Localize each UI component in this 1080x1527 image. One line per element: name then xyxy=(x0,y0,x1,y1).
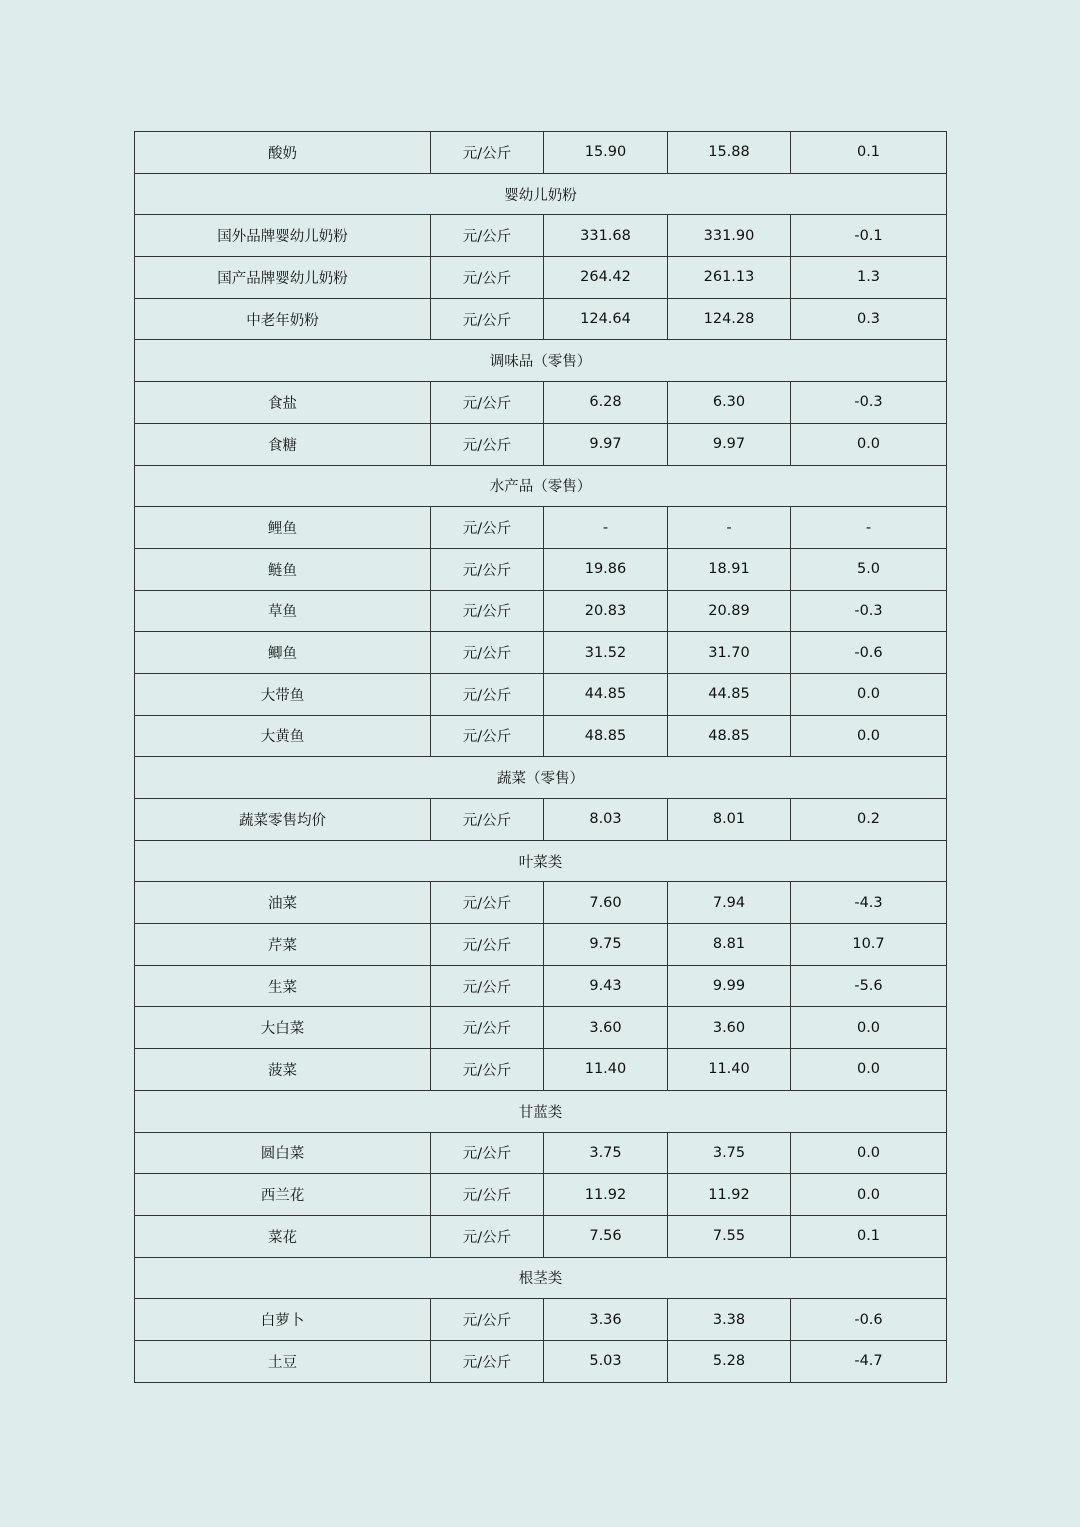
current-price-cell: 124.64 xyxy=(544,298,668,340)
table-row xyxy=(135,965,947,1007)
previous-price-cell: 44.85 xyxy=(668,673,791,715)
previous-price-cell: 8.01 xyxy=(668,799,791,841)
table-row xyxy=(135,1132,947,1174)
previous-price-cell: 124.28 xyxy=(668,298,791,340)
table-row xyxy=(135,298,947,340)
item-name-cell: 大带鱼 xyxy=(135,673,431,715)
unit-cell: 元/公斤 xyxy=(431,1174,544,1216)
change-percent-cell: -0.6 xyxy=(791,632,947,674)
change-percent-cell: -5.6 xyxy=(791,965,947,1007)
previous-price-cell: 20.89 xyxy=(668,590,791,632)
unit-cell: 元/公斤 xyxy=(431,882,544,924)
change-percent-cell: 1.3 xyxy=(791,257,947,299)
unit-cell: 元/公斤 xyxy=(431,1299,544,1341)
change-percent-cell: 0.0 xyxy=(791,423,947,465)
previous-price-cell: 48.85 xyxy=(668,715,791,757)
section-header-row xyxy=(135,173,947,215)
unit-cell: 元/公斤 xyxy=(431,1215,544,1257)
change-percent-cell: -0.3 xyxy=(791,590,947,632)
table-row xyxy=(135,1174,947,1216)
previous-price-cell: 5.28 xyxy=(668,1340,791,1382)
current-price-cell: 9.97 xyxy=(544,423,668,465)
section-title: 叶菜类 xyxy=(135,840,947,882)
unit-cell: 元/公斤 xyxy=(431,1007,544,1049)
previous-price-cell: - xyxy=(668,507,791,549)
current-price-cell: 20.83 xyxy=(544,590,668,632)
table-row xyxy=(135,673,947,715)
unit-cell: 元/公斤 xyxy=(431,673,544,715)
item-name-cell: 酸奶 xyxy=(135,132,431,174)
current-price-cell: 9.43 xyxy=(544,965,668,1007)
section-header-row xyxy=(135,757,947,799)
change-percent-cell: 0.0 xyxy=(791,1132,947,1174)
previous-price-cell: 11.40 xyxy=(668,1049,791,1091)
item-name-cell: 西兰花 xyxy=(135,1174,431,1216)
unit-cell: 元/公斤 xyxy=(431,1049,544,1091)
change-percent-cell: -0.1 xyxy=(791,215,947,257)
item-name-cell: 食盐 xyxy=(135,382,431,424)
current-price-cell: 48.85 xyxy=(544,715,668,757)
table-row xyxy=(135,590,947,632)
change-percent-cell: 10.7 xyxy=(791,924,947,966)
current-price-cell: 7.60 xyxy=(544,882,668,924)
current-price-cell: 11.92 xyxy=(544,1174,668,1216)
change-percent-cell: - xyxy=(791,507,947,549)
table-row xyxy=(135,882,947,924)
item-name-cell: 食糖 xyxy=(135,423,431,465)
item-name-cell: 鲤鱼 xyxy=(135,507,431,549)
current-price-cell: 5.03 xyxy=(544,1340,668,1382)
previous-price-cell: 6.30 xyxy=(668,382,791,424)
previous-price-cell: 18.91 xyxy=(668,548,791,590)
previous-price-cell: 31.70 xyxy=(668,632,791,674)
table-row xyxy=(135,215,947,257)
previous-price-cell: 9.99 xyxy=(668,965,791,1007)
unit-cell: 元/公斤 xyxy=(431,257,544,299)
item-name-cell: 生菜 xyxy=(135,965,431,1007)
change-percent-cell: 0.1 xyxy=(791,1215,947,1257)
unit-cell: 元/公斤 xyxy=(431,799,544,841)
item-name-cell: 土豆 xyxy=(135,1340,431,1382)
item-name-cell: 蔬菜零售均价 xyxy=(135,799,431,841)
current-price-cell: 331.68 xyxy=(544,215,668,257)
change-percent-cell: 0.2 xyxy=(791,799,947,841)
current-price-cell: 11.40 xyxy=(544,1049,668,1091)
section-title: 婴幼儿奶粉 xyxy=(135,173,947,215)
current-price-cell: 3.75 xyxy=(544,1132,668,1174)
current-price-cell: 264.42 xyxy=(544,257,668,299)
change-percent-cell: 0.0 xyxy=(791,1049,947,1091)
table-row xyxy=(135,715,947,757)
table-row xyxy=(135,799,947,841)
table-row xyxy=(135,382,947,424)
item-name-cell: 国外品牌婴幼儿奶粉 xyxy=(135,215,431,257)
previous-price-cell: 15.88 xyxy=(668,132,791,174)
item-name-cell: 大白菜 xyxy=(135,1007,431,1049)
previous-price-cell: 9.97 xyxy=(668,423,791,465)
section-header-row xyxy=(135,1090,947,1132)
current-price-cell: 9.75 xyxy=(544,924,668,966)
current-price-cell: 3.36 xyxy=(544,1299,668,1341)
section-title: 根茎类 xyxy=(135,1257,947,1299)
current-price-cell: 8.03 xyxy=(544,799,668,841)
section-header-row xyxy=(135,1257,947,1299)
unit-cell: 元/公斤 xyxy=(431,924,544,966)
change-percent-cell: 0.0 xyxy=(791,715,947,757)
previous-price-cell: 331.90 xyxy=(668,215,791,257)
change-percent-cell: -4.7 xyxy=(791,1340,947,1382)
item-name-cell: 国产品牌婴幼儿奶粉 xyxy=(135,257,431,299)
change-percent-cell: 0.0 xyxy=(791,673,947,715)
change-percent-cell: -0.3 xyxy=(791,382,947,424)
section-title: 水产品（零售） xyxy=(135,465,947,507)
table-row xyxy=(135,924,947,966)
unit-cell: 元/公斤 xyxy=(431,1340,544,1382)
unit-cell: 元/公斤 xyxy=(431,507,544,549)
previous-price-cell: 7.55 xyxy=(668,1215,791,1257)
current-price-cell: 3.60 xyxy=(544,1007,668,1049)
table-row xyxy=(135,423,947,465)
section-title: 甘蓝类 xyxy=(135,1090,947,1132)
change-percent-cell: 0.1 xyxy=(791,132,947,174)
change-percent-cell: -0.6 xyxy=(791,1299,947,1341)
previous-price-cell: 3.75 xyxy=(668,1132,791,1174)
price-table xyxy=(134,131,947,1383)
change-percent-cell: 0.0 xyxy=(791,1174,947,1216)
table-row xyxy=(135,507,947,549)
section-title: 调味品（零售） xyxy=(135,340,947,382)
previous-price-cell: 7.94 xyxy=(668,882,791,924)
previous-price-cell: 261.13 xyxy=(668,257,791,299)
section-header-row xyxy=(135,840,947,882)
current-price-cell: - xyxy=(544,507,668,549)
table-row xyxy=(135,1215,947,1257)
item-name-cell: 大黄鱼 xyxy=(135,715,431,757)
item-name-cell: 芹菜 xyxy=(135,924,431,966)
table-row xyxy=(135,548,947,590)
unit-cell: 元/公斤 xyxy=(431,632,544,674)
unit-cell: 元/公斤 xyxy=(431,298,544,340)
section-header-row xyxy=(135,465,947,507)
table-row xyxy=(135,1007,947,1049)
section-title: 蔬菜（零售） xyxy=(135,757,947,799)
previous-price-cell: 3.60 xyxy=(668,1007,791,1049)
item-name-cell: 白萝卜 xyxy=(135,1299,431,1341)
item-name-cell: 菠菜 xyxy=(135,1049,431,1091)
table-row xyxy=(135,1299,947,1341)
current-price-cell: 31.52 xyxy=(544,632,668,674)
previous-price-cell: 8.81 xyxy=(668,924,791,966)
current-price-cell: 6.28 xyxy=(544,382,668,424)
current-price-cell: 19.86 xyxy=(544,548,668,590)
previous-price-cell: 3.38 xyxy=(668,1299,791,1341)
previous-price-cell: 11.92 xyxy=(668,1174,791,1216)
change-percent-cell: 0.0 xyxy=(791,1007,947,1049)
item-name-cell: 鲫鱼 xyxy=(135,632,431,674)
item-name-cell: 油菜 xyxy=(135,882,431,924)
item-name-cell: 鲢鱼 xyxy=(135,548,431,590)
item-name-cell: 中老年奶粉 xyxy=(135,298,431,340)
unit-cell: 元/公斤 xyxy=(431,965,544,1007)
unit-cell: 元/公斤 xyxy=(431,423,544,465)
table-body xyxy=(135,132,947,1383)
unit-cell: 元/公斤 xyxy=(431,1132,544,1174)
current-price-cell: 15.90 xyxy=(544,132,668,174)
table-row xyxy=(135,257,947,299)
table-row xyxy=(135,1340,947,1382)
unit-cell: 元/公斤 xyxy=(431,132,544,174)
table-row xyxy=(135,632,947,674)
unit-cell: 元/公斤 xyxy=(431,382,544,424)
item-name-cell: 草鱼 xyxy=(135,590,431,632)
current-price-cell: 7.56 xyxy=(544,1215,668,1257)
change-percent-cell: -4.3 xyxy=(791,882,947,924)
unit-cell: 元/公斤 xyxy=(431,548,544,590)
unit-cell: 元/公斤 xyxy=(431,590,544,632)
unit-cell: 元/公斤 xyxy=(431,715,544,757)
change-percent-cell: 5.0 xyxy=(791,548,947,590)
unit-cell: 元/公斤 xyxy=(431,215,544,257)
table-row xyxy=(135,1049,947,1091)
section-header-row xyxy=(135,340,947,382)
item-name-cell: 圆白菜 xyxy=(135,1132,431,1174)
change-percent-cell: 0.3 xyxy=(791,298,947,340)
current-price-cell: 44.85 xyxy=(544,673,668,715)
table-row xyxy=(135,132,947,174)
item-name-cell: 菜花 xyxy=(135,1215,431,1257)
